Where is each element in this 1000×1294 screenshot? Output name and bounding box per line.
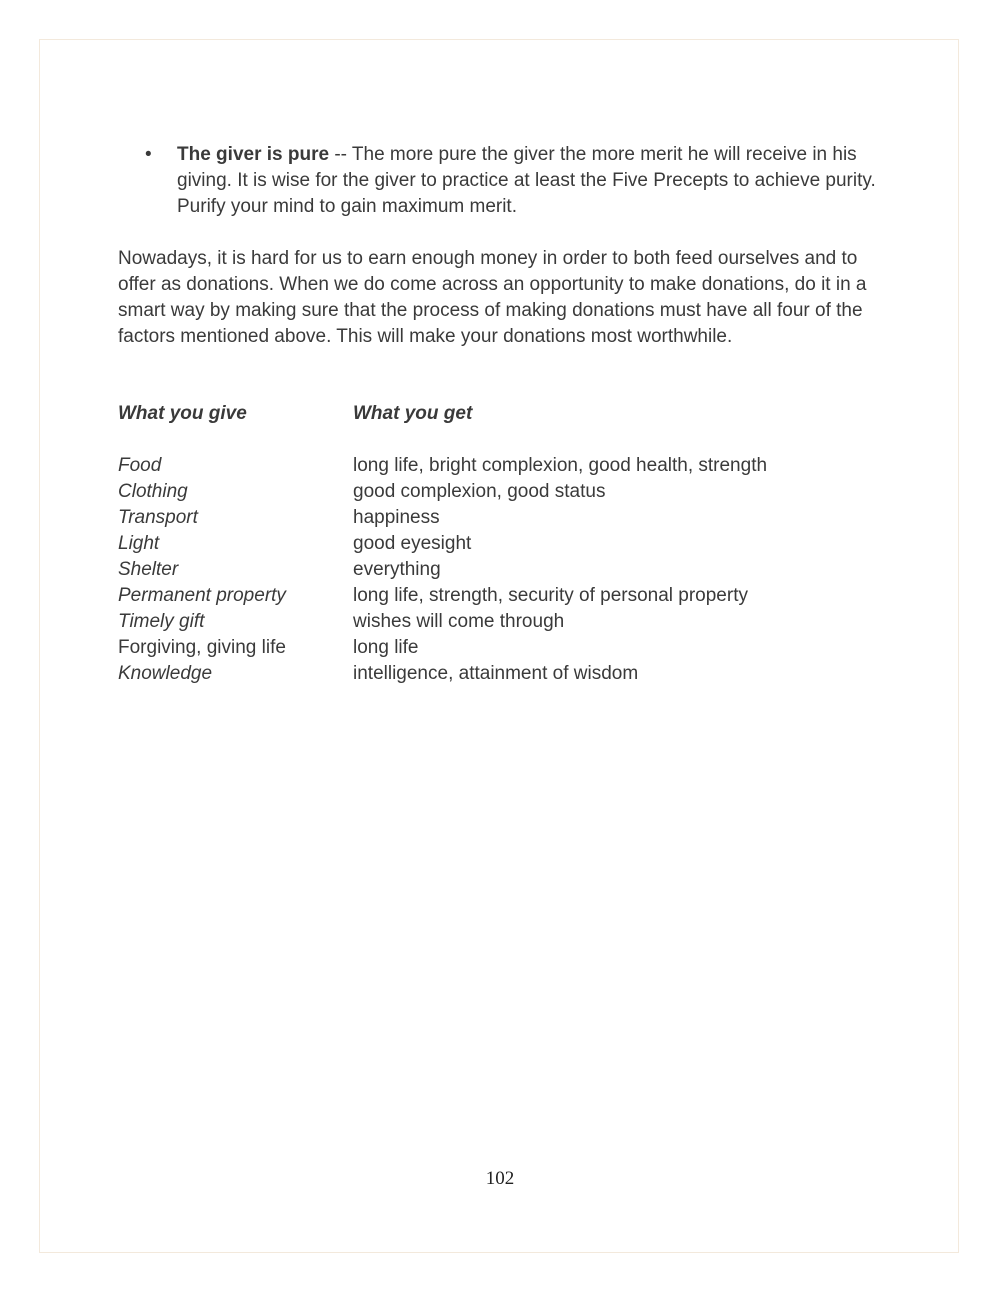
get-cell: everything xyxy=(353,559,441,580)
bullet-bold-lead: The giver is pure xyxy=(177,144,330,165)
table-row xyxy=(118,505,878,531)
bullet-body: -- The more pure the giver the more merit he will receive in his giving. It is wise for the giver to practice at least the Five Precepts to achieve purity. Purify your mind to gain maximum merit. xyxy=(177,144,876,217)
get-cell: long life, bright complexion, good health, strength xyxy=(353,455,768,476)
page-number: 102 xyxy=(485,1168,515,1189)
get-cell: intelligence, attainment of wisdom xyxy=(353,663,639,684)
give-cell: Light xyxy=(118,533,160,554)
header-give: What you give xyxy=(118,403,247,424)
give-cell: Shelter xyxy=(118,559,179,580)
table-row xyxy=(118,557,878,583)
get-cell: happiness xyxy=(353,507,440,528)
table-row xyxy=(118,453,878,479)
bullet-item xyxy=(145,142,885,220)
give-cell: Clothing xyxy=(118,481,188,502)
get-cell: long life xyxy=(353,637,419,658)
get-cell: wishes will come through xyxy=(353,611,565,632)
table-body xyxy=(118,453,878,687)
give-cell: Timely gift xyxy=(118,611,205,632)
bullet-dot: • xyxy=(145,144,152,165)
give-cell: Forgiving, giving life xyxy=(118,637,286,658)
table-row xyxy=(118,609,878,635)
giving-table xyxy=(118,401,878,687)
give-cell: Transport xyxy=(118,507,198,528)
table-row xyxy=(118,661,878,687)
table-row xyxy=(118,531,878,557)
table-row xyxy=(118,583,878,609)
get-cell: long life, strength, security of personal property xyxy=(353,585,748,606)
give-cell: Knowledge xyxy=(118,663,213,684)
get-cell: good complexion, good status xyxy=(353,481,606,502)
table-header-row xyxy=(118,401,878,427)
header-get: What you get xyxy=(353,403,473,424)
table-row xyxy=(118,635,878,661)
get-cell: good eyesight xyxy=(353,533,472,554)
give-cell: Food xyxy=(118,455,162,476)
bullet-text xyxy=(177,142,885,220)
give-cell: Permanent property xyxy=(118,585,286,606)
table-row xyxy=(118,479,878,505)
body-paragraph: Nowadays, it is hard for us to earn enough money in order to both feed ourselves and to offer as donations. When we do come across an opportunity to make donations, do it in a smart way by making sure that the process of making donations must have all four of the factors mentioned above. This will make your donations most worthwhile. xyxy=(118,248,867,347)
